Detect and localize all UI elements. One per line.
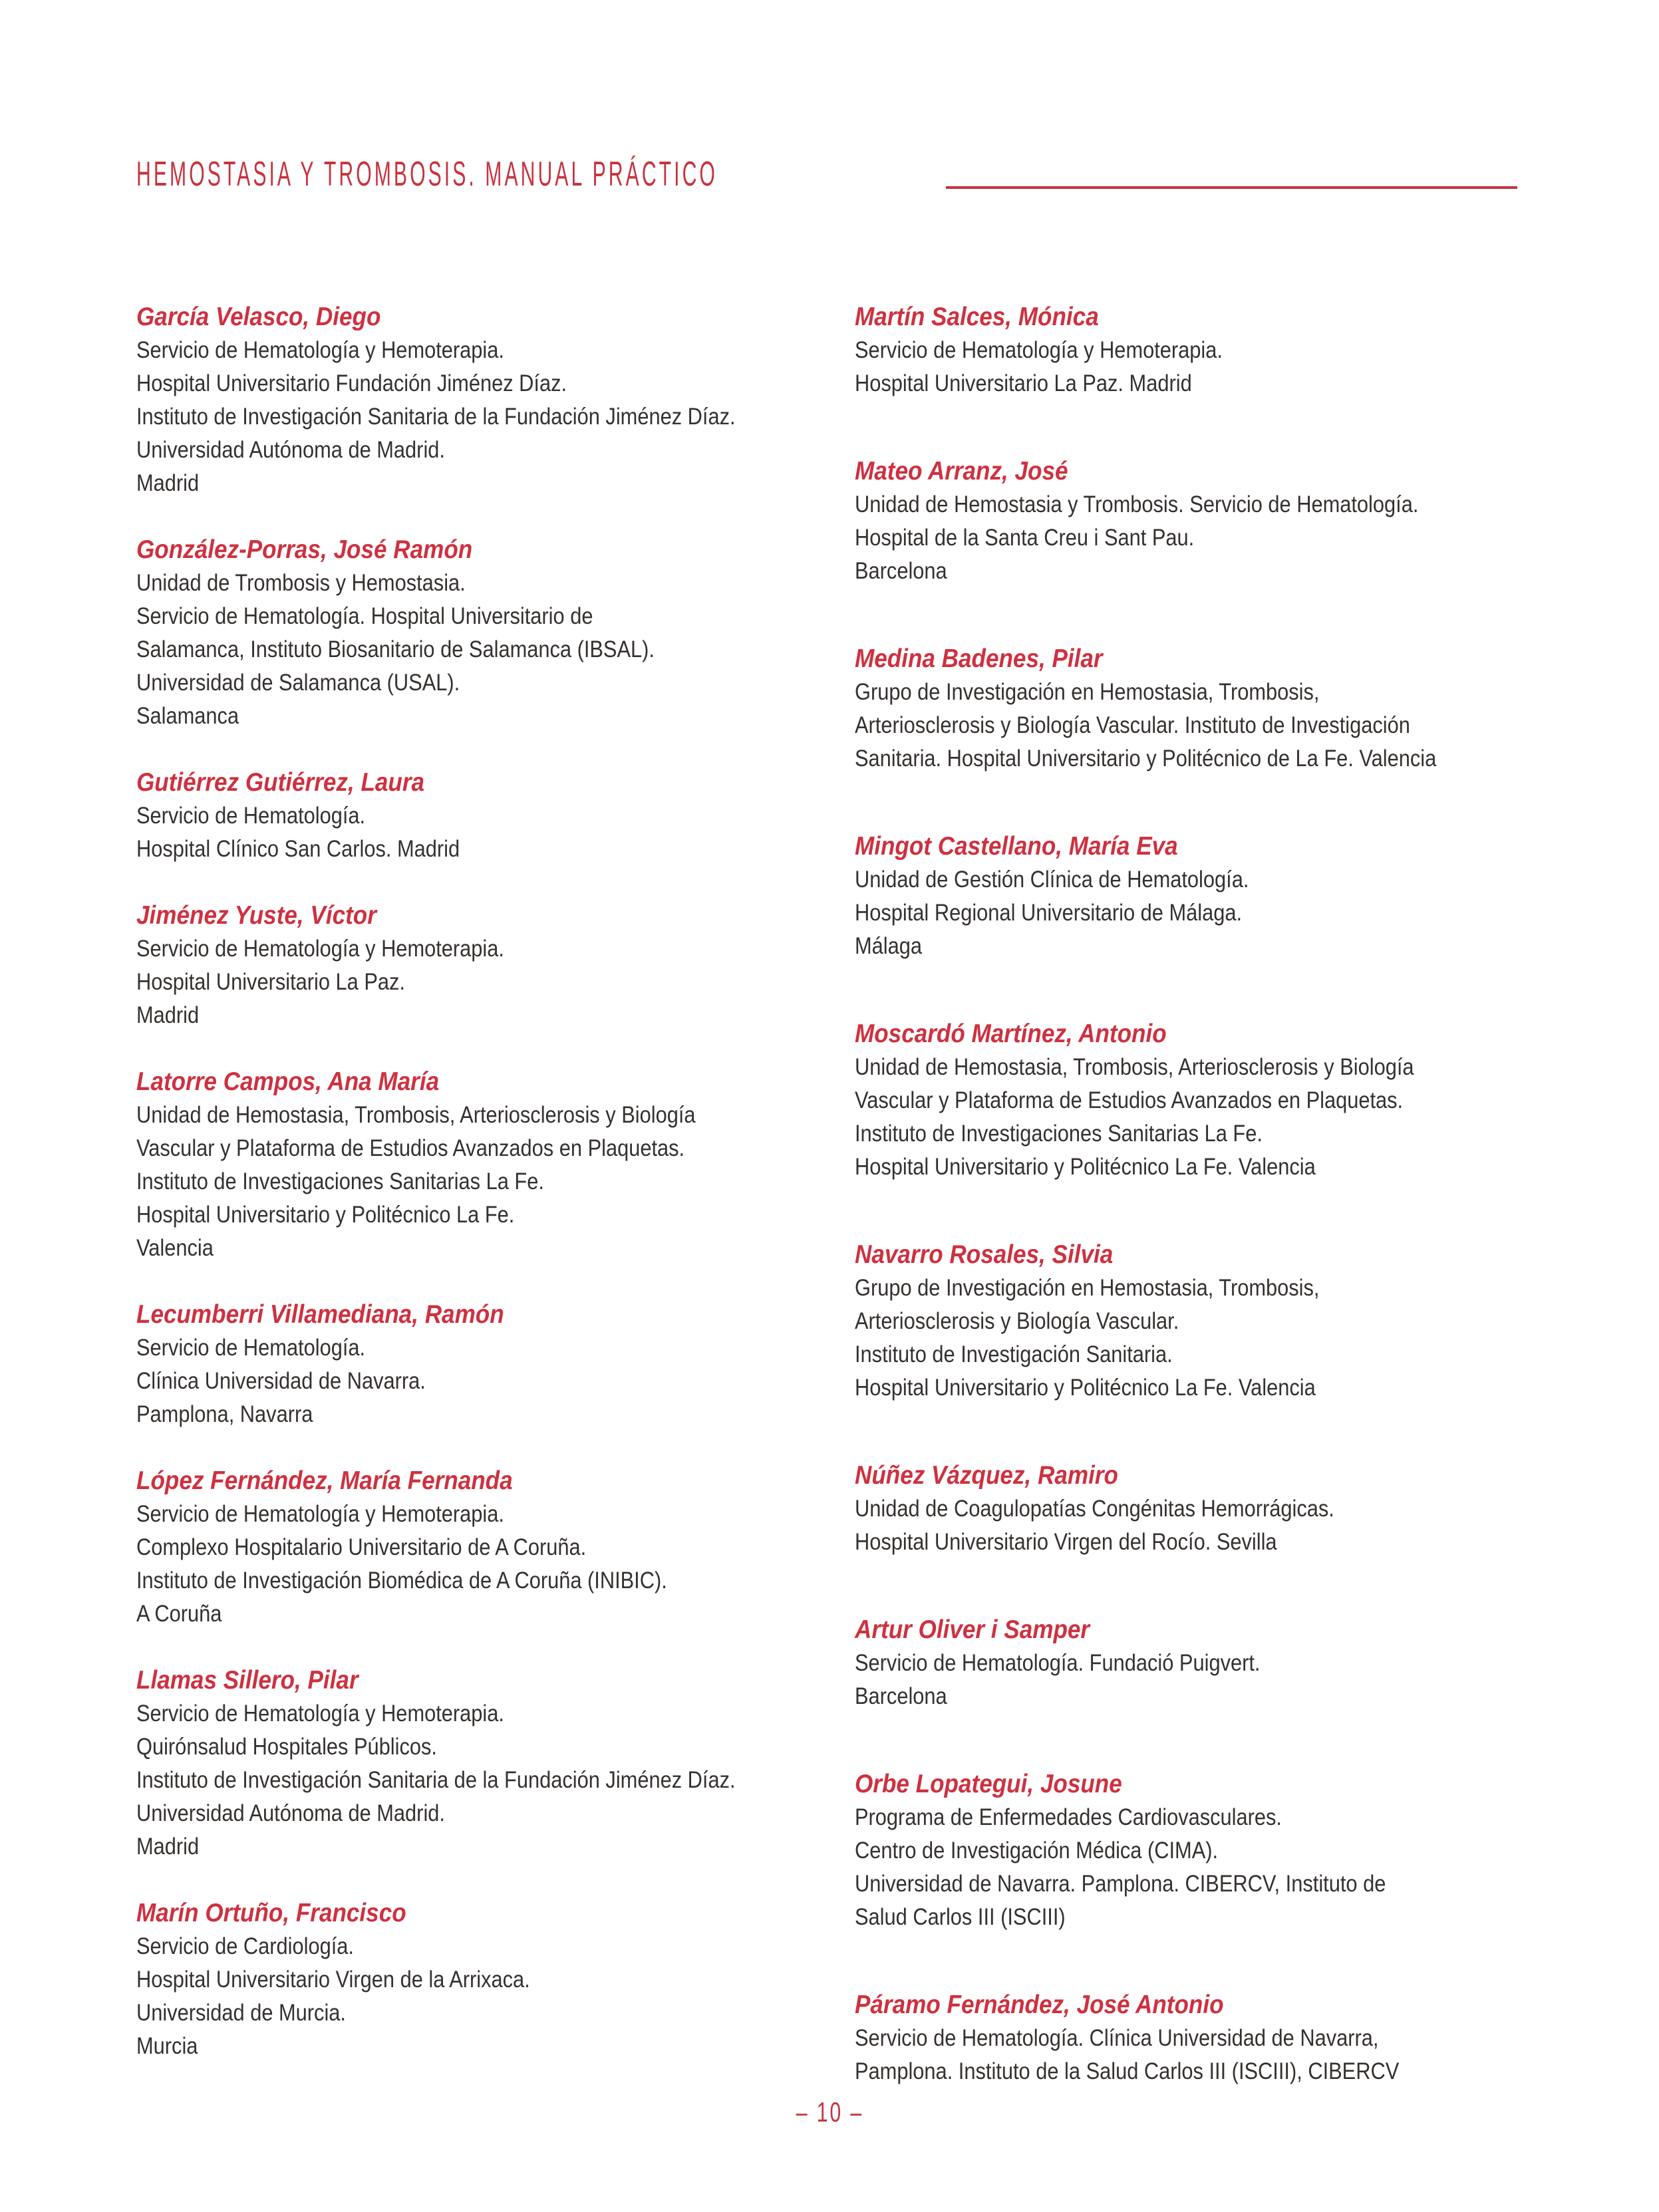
affiliation-line: Pamplona. Instituto de la Salud Carlos III (ISCIII), CIBERCV [855, 2058, 1400, 2084]
contributor-name: García Velasco, Diego [136, 303, 381, 331]
contributors-list [136, 301, 1544, 2143]
affiliation-line: Salamanca [136, 703, 239, 729]
contributor-name: Mateo Arranz, José [855, 457, 1068, 485]
affiliation-line: Servicio de Hematología. Fundació Puigvert. [855, 1650, 1261, 1676]
affiliation-line: Grupo de Investigación en Hemostasia, Trombosis, [855, 1275, 1320, 1301]
affiliation-line: Unidad de Hemostasia, Trombosis, Arteriosclerosis y Biología [855, 1054, 1414, 1080]
affiliation-line: Instituto de Investigaciones Sanitarias La Fe. [855, 1121, 1263, 1147]
contributor-entry [855, 1768, 1544, 1934]
affiliation-line: Servicio de Hematología. [136, 803, 366, 829]
affiliation-line: Hospital Clínico San Carlos. Madrid [136, 836, 460, 862]
affiliation-line: Barcelona [855, 1683, 947, 1709]
affiliation-line: Unidad de Trombosis y Hemostasia. [136, 570, 466, 596]
contributor-name: Núñez Vázquez, Ramiro [855, 1461, 1118, 1490]
affiliation-line: Arteriosclerosis y Biología Vascular. [855, 1308, 1179, 1334]
affiliation-line: Servicio de Hematología y Hemoterapia. [855, 337, 1223, 363]
contributors-column-left [136, 301, 826, 2143]
affiliation-line: Universidad Autónoma de Madrid. [136, 437, 445, 463]
affiliation-line: Málaga [855, 933, 923, 959]
contributor-name: González-Porras, José Ramón [136, 535, 473, 564]
affiliation-line: Sanitaria. Hospital Universitario y Politécnico de La Fe. Valencia [855, 746, 1437, 771]
affiliation-line: Hospital Universitario La Paz. Madrid [855, 370, 1192, 396]
contributor-name: Páramo Fernández, José Antonio [855, 1991, 1224, 2019]
affiliation-line: Servicio de Cardiología. [136, 1933, 355, 1959]
affiliation-line: Servicio de Hematología y Hemoterapia. [136, 1701, 504, 1727]
affiliation-line: Salud Carlos III (ISCIII) [855, 1904, 1066, 1930]
affiliation-line: Clínica Universidad de Navarra. [136, 1368, 426, 1394]
contributor-name: Lecumberri Villamediana, Ramón [136, 1300, 504, 1329]
contributor-name: Llamas Sillero, Pilar [136, 1666, 359, 1695]
contributor-entry [855, 301, 1544, 400]
contributor-entry [136, 1298, 826, 1431]
contributor-entry [136, 533, 826, 733]
contributor-entry [136, 899, 826, 1032]
header-rule [946, 186, 1517, 189]
affiliation-line: Vascular y Plataforma de Estudios Avanzados en Plaquetas. [855, 1087, 1404, 1113]
contributor-entry [136, 1065, 826, 1265]
affiliation-line: Servicio de Hematología. [136, 1335, 366, 1361]
affiliation-line: Hospital Regional Universitario de Málaga. [855, 900, 1243, 926]
affiliation-line: Hospital Universitario y Politécnico La Fe. [136, 1202, 515, 1228]
affiliation-line: Centro de Investigación Médica (CIMA). [855, 1838, 1219, 1864]
contributor-entry [136, 1664, 826, 1864]
contributor-entry [855, 1459, 1544, 1559]
contributor-name: Orbe Lopategui, Josune [855, 1770, 1122, 1798]
affiliation-line: Barcelona [855, 558, 947, 584]
affiliation-line: Instituto de Investigación Biomédica de A Coruña (INIBIC). [136, 1568, 667, 1593]
contributor-entry [136, 301, 826, 500]
affiliation-line: Arteriosclerosis y Biología Vascular. Instituto de Investigación [855, 712, 1410, 738]
affiliation-line: A Coruña [136, 1601, 222, 1627]
affiliation-line: Quirónsalud Hospitales Públicos. [136, 1734, 437, 1760]
contributors-column-right [855, 301, 1544, 2143]
page-title: HEMOSTASIA Y TROMBOSIS. MANUAL PRÁCTICO [136, 155, 718, 194]
contributor-entry [855, 1613, 1544, 1713]
page-number: – 10 – [796, 2096, 863, 2128]
affiliation-line: Murcia [136, 2033, 198, 2059]
affiliation-line: Madrid [136, 1834, 200, 1860]
contributor-entry [136, 1897, 826, 2063]
contributor-name: Navarro Rosales, Silvia [855, 1240, 1114, 1269]
contributor-entry [136, 1464, 826, 1631]
affiliation-line: Unidad de Gestión Clínica de Hematología. [855, 867, 1249, 893]
affiliation-line: Servicio de Hematología y Hemoterapia. [136, 337, 504, 363]
affiliation-line: Hospital Universitario Virgen de la Arrixaca. [136, 1967, 530, 1993]
contributor-name: López Fernández, María Fernanda [136, 1466, 513, 1495]
contributor-name: Artur Oliver i Samper [855, 1615, 1090, 1644]
page-header [136, 157, 1517, 192]
affiliation-line: Servicio de Hematología y Hemoterapia. [136, 936, 504, 962]
contributor-name: Mingot Castellano, María Eva [855, 832, 1178, 861]
affiliation-line: Unidad de Hemostasia, Trombosis, Arteriosclerosis y Biología [136, 1102, 696, 1128]
contributor-entry [855, 1989, 1544, 2088]
contributor-name: Moscardó Martínez, Antonio [855, 1020, 1167, 1048]
affiliation-line: Instituto de Investigación Sanitaria. [855, 1341, 1173, 1367]
affiliation-line: Salamanca, Instituto Biosanitario de Salamanca (IBSAL). [136, 636, 655, 662]
affiliation-line: Vascular y Plataforma de Estudios Avanzados en Plaquetas. [136, 1135, 685, 1161]
affiliation-line: Hospital Universitario Virgen del Rocío. Sevilla [855, 1529, 1277, 1555]
page-footer [0, 2098, 1659, 2126]
contributor-entry [855, 830, 1544, 963]
affiliation-line: Unidad de Coagulopatías Congénitas Hemorrágicas. [855, 1496, 1334, 1522]
contributor-name: Medina Badenes, Pilar [855, 644, 1103, 673]
affiliation-line: Servicio de Hematología. Hospital Universitario de [136, 603, 593, 629]
contributor-name: Gutiérrez Gutiérrez, Laura [136, 768, 425, 797]
affiliation-line: Hospital Universitario y Politécnico La Fe. Valencia [855, 1375, 1316, 1401]
contributor-name: Marín Ortuño, Francisco [136, 1899, 406, 1927]
affiliation-line: Instituto de Investigaciones Sanitarias La Fe. [136, 1169, 544, 1194]
affiliation-line: Madrid [136, 1002, 200, 1028]
contributor-entry [855, 1018, 1544, 1184]
affiliation-line: Universidad Autónoma de Madrid. [136, 1800, 445, 1826]
affiliation-line: Grupo de Investigación en Hemostasia, Trombosis, [855, 679, 1320, 705]
affiliation-line: Hospital Universitario y Politécnico La Fe. Valencia [855, 1154, 1316, 1180]
affiliation-line: Servicio de Hematología y Hemoterapia. [136, 1501, 504, 1527]
affiliation-line: Pamplona, Navarra [136, 1401, 313, 1427]
affiliation-line: Valencia [136, 1235, 214, 1261]
affiliation-line: Madrid [136, 470, 200, 496]
contributor-entry [136, 766, 826, 866]
affiliation-line: Universidad de Salamanca (USAL). [136, 670, 460, 696]
affiliation-line: Universidad de Murcia. [136, 2000, 346, 2026]
affiliation-line: Instituto de Investigación Sanitaria de la Fundación Jiménez Díaz. [136, 1767, 736, 1793]
affiliation-line: Complexo Hospitalario Universitario de A Coruña. [136, 1534, 587, 1560]
contributor-name: Latorre Campos, Ana María [136, 1067, 440, 1096]
contributor-entry [855, 1238, 1544, 1405]
affiliation-line: Servicio de Hematología. Clínica Universidad de Navarra, [855, 2025, 1379, 2051]
contributor-entry [855, 455, 1544, 588]
affiliation-line: Hospital Universitario Fundación Jiménez Díaz. [136, 370, 567, 396]
affiliation-line: Hospital de la Santa Creu i Sant Pau. [855, 525, 1195, 551]
contributor-name: Jiménez Yuste, Víctor [136, 901, 377, 930]
affiliation-line: Universidad de Navarra. Pamplona. CIBERCV, Instituto de [855, 1871, 1386, 1897]
contributor-entry [855, 642, 1544, 775]
affiliation-line: Programa de Enfermedades Cardiovasculares. [855, 1804, 1282, 1830]
contributor-name: Martín Salces, Mónica [855, 303, 1099, 331]
affiliation-line: Instituto de Investigación Sanitaria de la Fundación Jiménez Díaz. [136, 404, 736, 430]
affiliation-line: Hospital Universitario La Paz. [136, 969, 406, 995]
affiliation-line: Unidad de Hemostasia y Trombosis. Servicio de Hematología. [855, 491, 1419, 517]
